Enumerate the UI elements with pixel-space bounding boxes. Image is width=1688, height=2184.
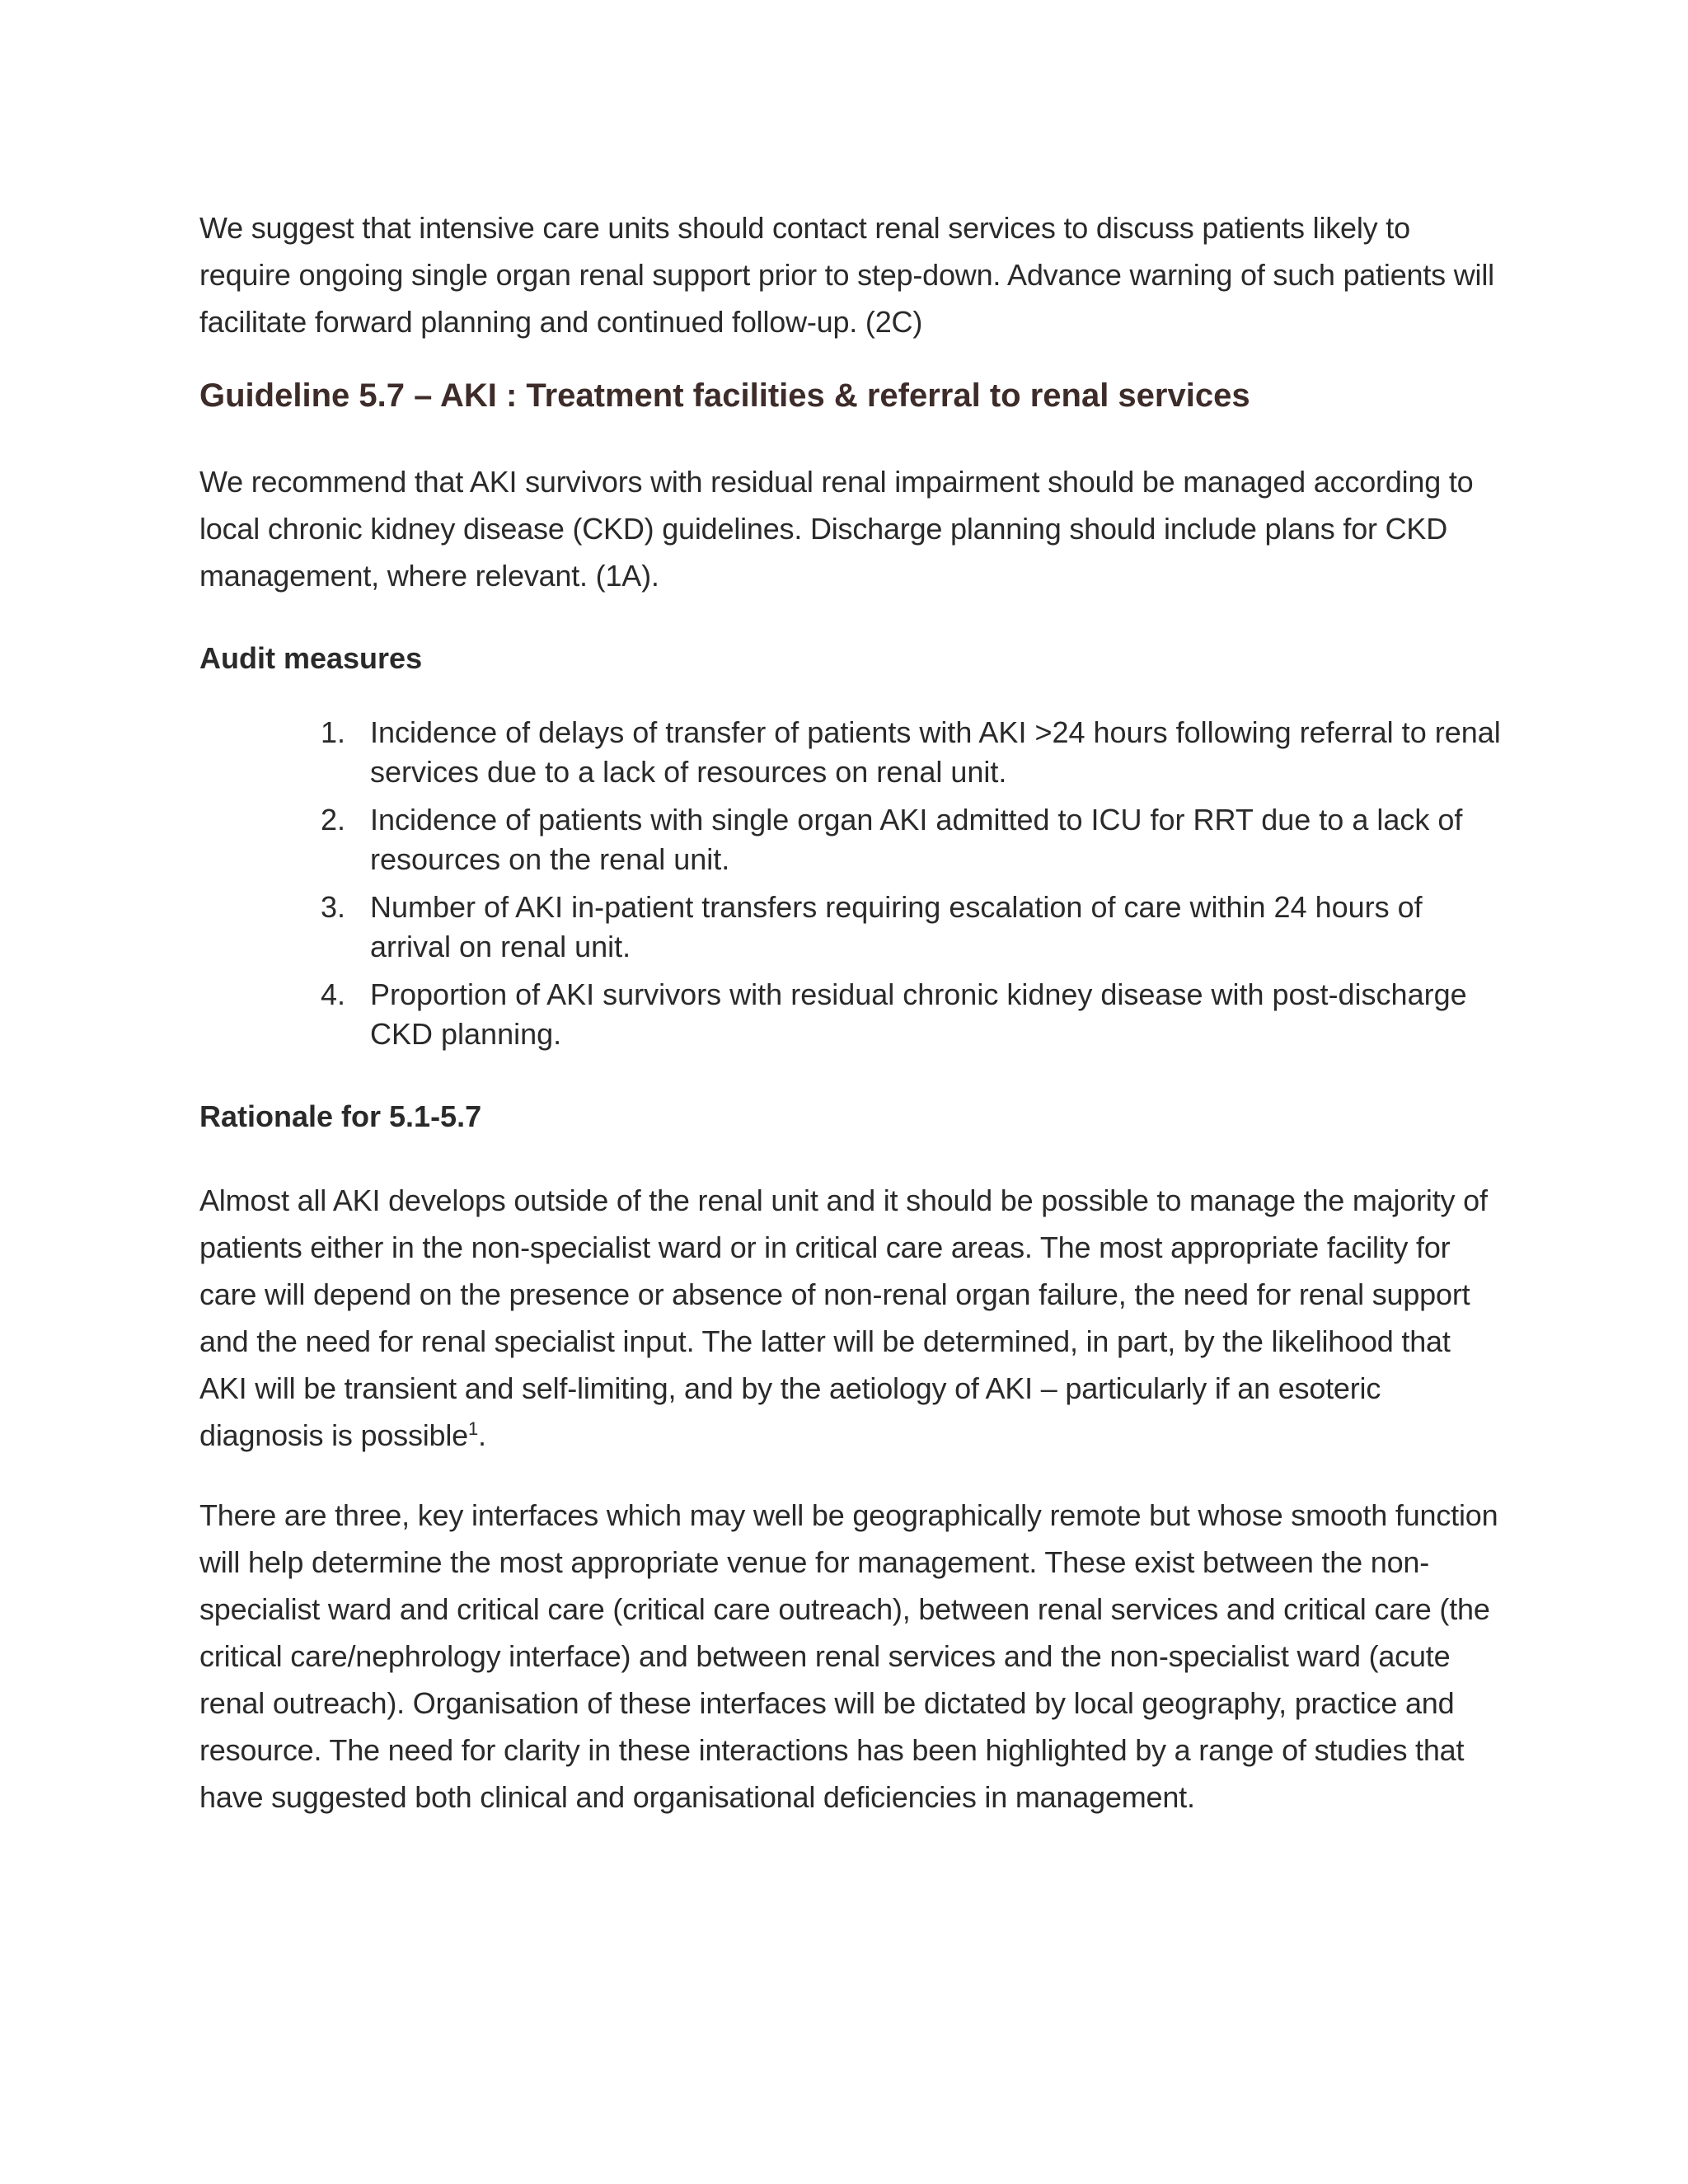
footnote-reference: 1 — [468, 1418, 479, 1439]
list-number: 1. — [321, 715, 346, 749]
list-number: 3. — [321, 890, 346, 924]
rationale-paragraph-1-text: Almost all AKI develops outside of the renal unit and it should be possible to manage the majority of patients either in the non-specialist ward or in critical care areas. The most appropriate facility for care will depend on the presence or absence of non-renal organ failure, the need for renal support and the need for renal specialist input. The latter will be determined, in part, by the likelihood that AKI will be transient and self-limiting, and by the aetiology of AKI – particularly if an esoteric diagnosis is possible — [199, 1183, 1488, 1452]
list-item-text: Proportion of AKI survivors with residual chronic kidney disease with post-discharge CKD planning. — [370, 977, 1467, 1051]
list-number: 2. — [321, 803, 346, 837]
list-number: 4. — [321, 977, 346, 1011]
audit-measures-heading: Audit measures — [199, 641, 423, 675]
rationale-paragraph-1 — [199, 1177, 1502, 1459]
audit-measures-list — [199, 713, 1502, 1062]
intro-paragraph: We suggest that intensive care units should contact renal services to discuss patients likely to require ongoing single organ renal support prior to step-down. Advance warning of such patients will facilitate forward planning and continued follow-up. (2C) — [199, 211, 1494, 339]
list-item-text: Incidence of patients with single organ AKI admitted to ICU for RRT due to a lack of resources on the renal unit. — [370, 803, 1463, 876]
guideline-heading: Guideline 5.7 – AKI : Treatment facilities & referral to renal services — [199, 377, 1250, 414]
list-item-text: Incidence of delays of transfer of patients with AKI >24 hours following referral to renal services due to a lack of resources on renal unit. — [370, 715, 1501, 789]
list-item-text: Number of AKI in-patient transfers requiring escalation of care within 24 hours of arrival on renal unit. — [370, 890, 1423, 963]
recommendation-paragraph: We recommend that AKI survivors with residual renal impairment should be managed according to local chronic kidney disease (CKD) guidelines. Discharge planning should include plans for CKD management, where relevant. (1A). — [199, 465, 1474, 593]
rationale-paragraph-2: There are three, key interfaces which may well be geographically remote but whose smooth function will help determine the most appropriate venue for management. These exist between the non-specialist ward and critical care (critical care outreach), between renal services and critical care (the critical care/nephrology interface) and between renal services and the non-specialist ward (acute renal outreach). Organisation of these interfaces will be dictated by local geography, practice and resource. The need for clarity in these interactions has been highlighted by a range of studies that have suggested both clinical and organisational deficiencies in management. — [199, 1498, 1498, 1814]
list-item — [199, 888, 1502, 967]
list-item — [199, 800, 1502, 879]
list-item — [199, 713, 1502, 792]
list-item — [199, 975, 1502, 1054]
rationale-paragraph-1-end: . — [478, 1418, 486, 1452]
rationale-heading: Rationale for 5.1-5.7 — [199, 1099, 482, 1133]
